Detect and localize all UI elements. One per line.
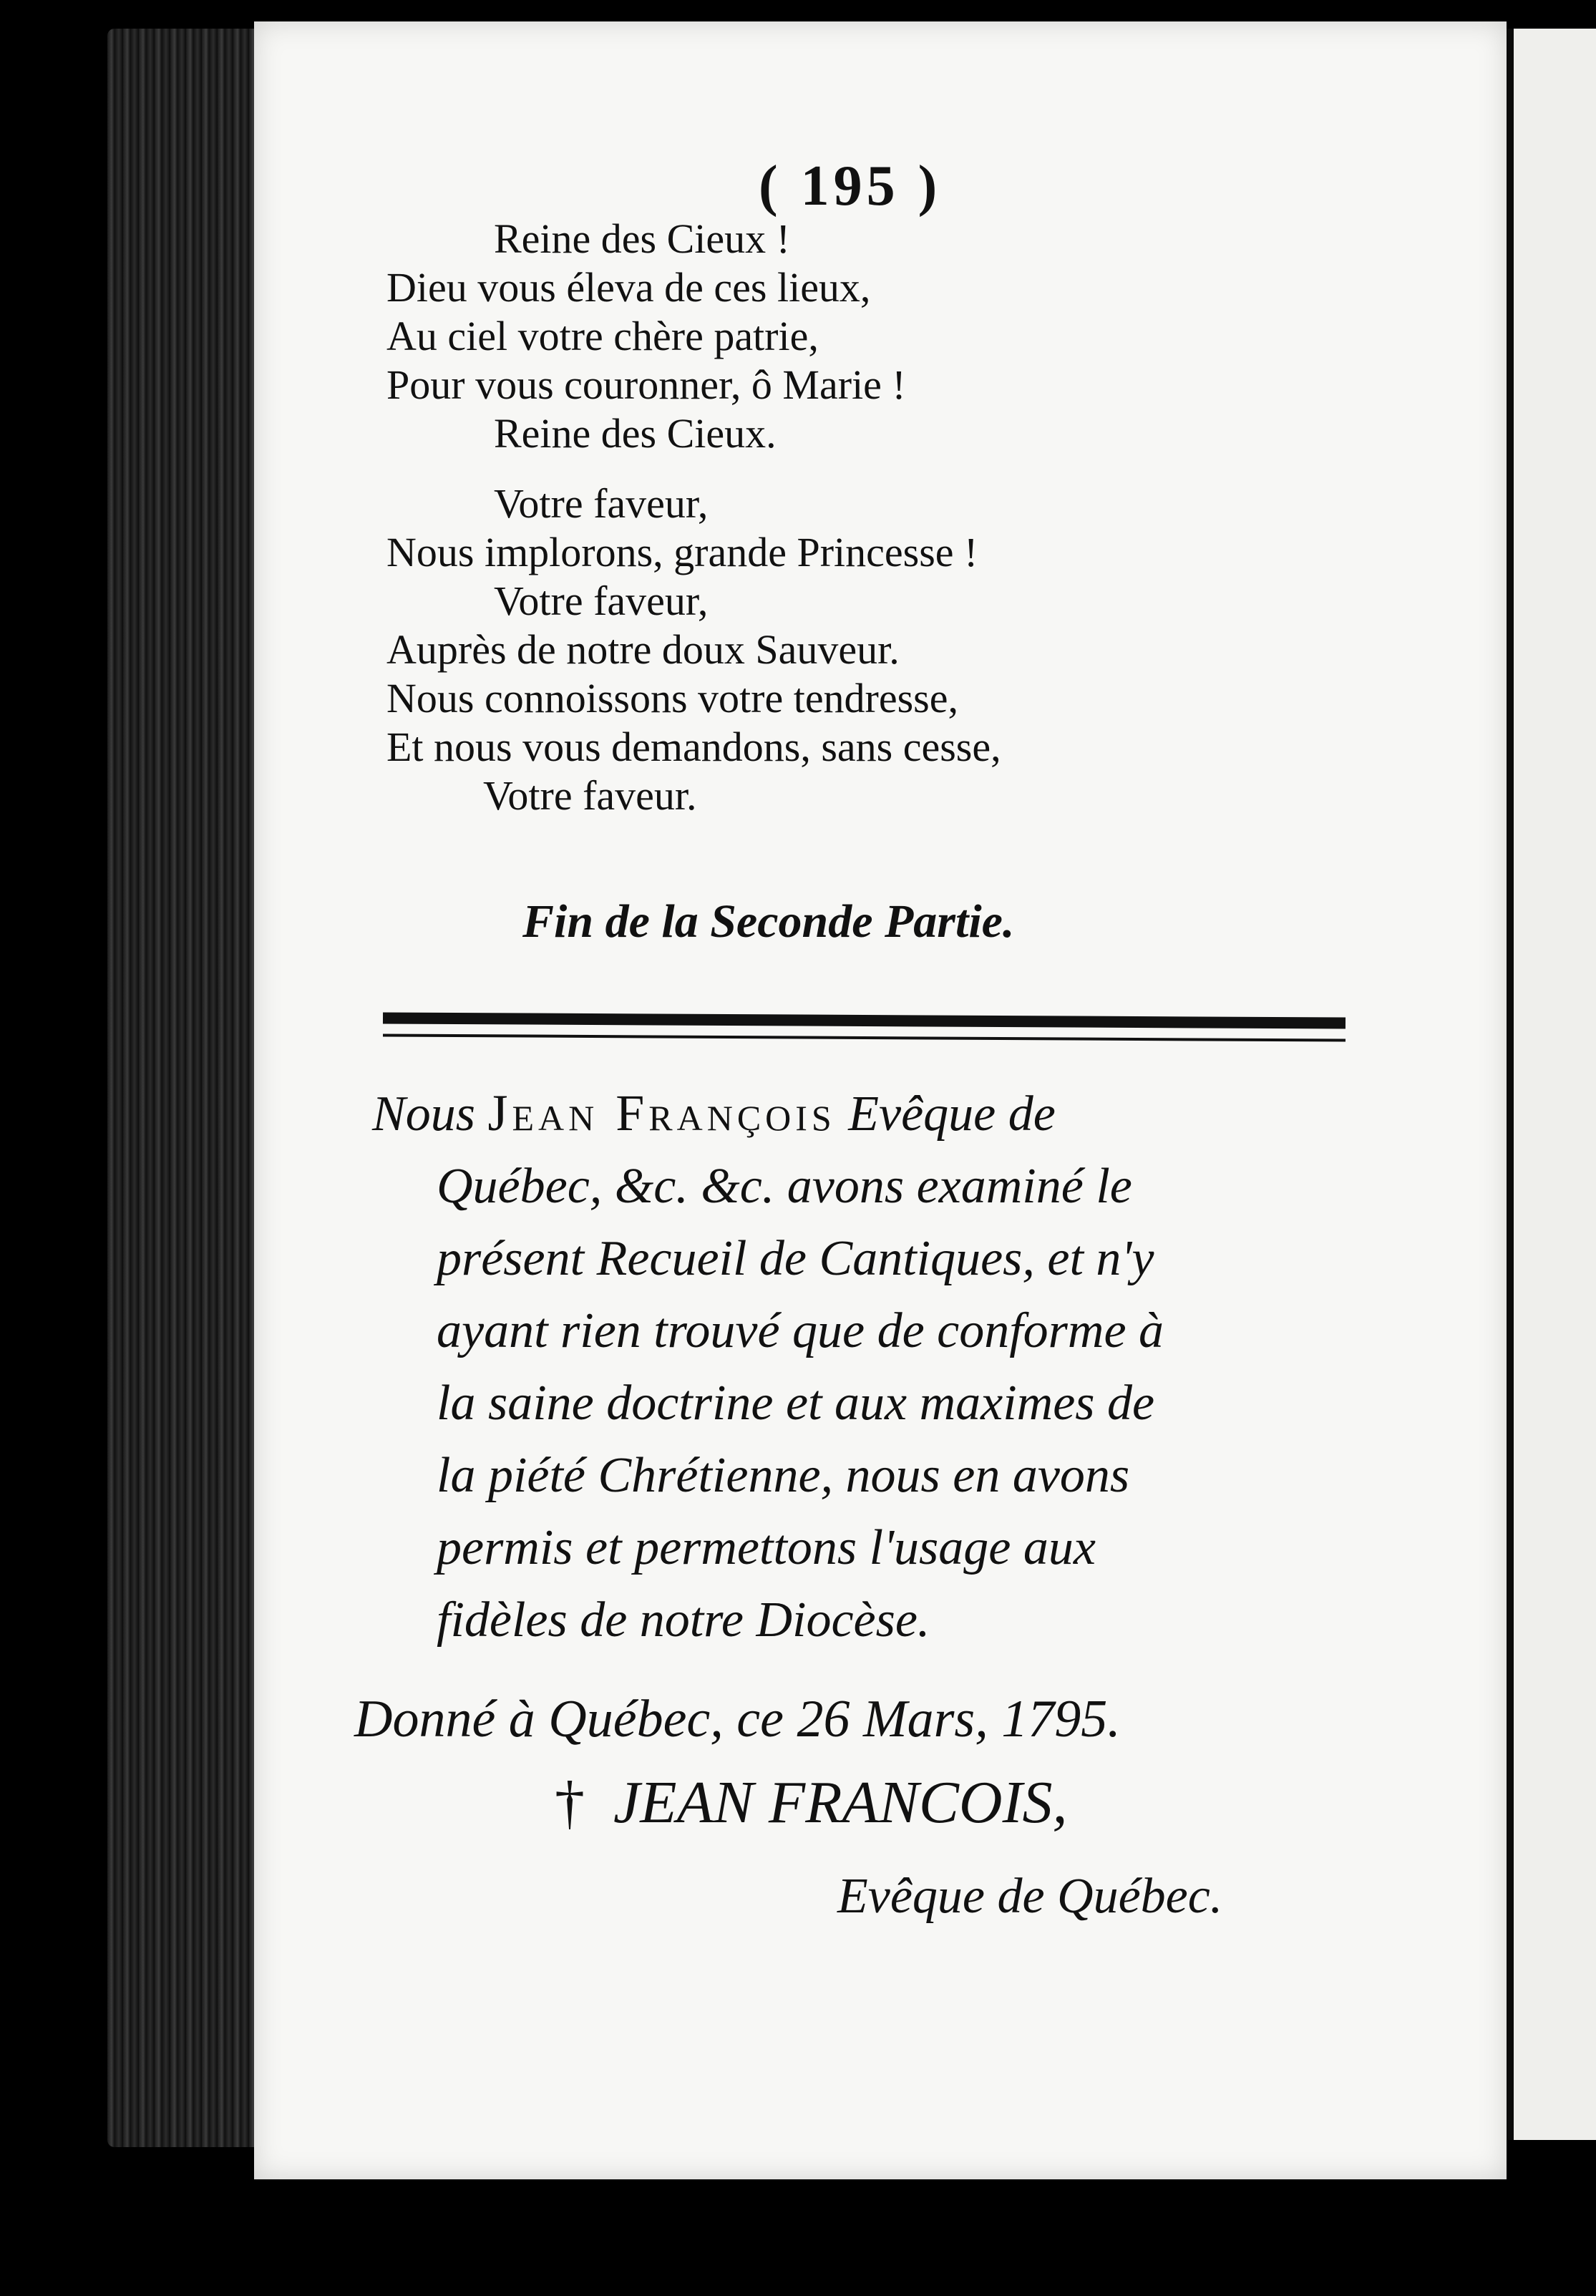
section-closing: Fin de la Seconde Partie.: [522, 895, 1015, 948]
approval-line: Québec, &c. &c. avons examiné le: [437, 1159, 1132, 1214]
signature-title: Evêque de Québec.: [837, 1869, 1223, 1924]
verse-line: Votre faveur,: [494, 480, 709, 527]
hymn-verse: [386, 215, 1245, 820]
signature: [555, 1768, 1068, 1837]
verse-line: Dieu vous éleva de ces lieux,: [386, 264, 871, 311]
approval-first-line: [372, 1077, 1353, 1150]
approval-line: présent Recueil de Cantiques, et n'y: [437, 1231, 1154, 1286]
page-number: ( 195 ): [759, 155, 942, 218]
verse-line: Nous implorons, grande Princesse !: [386, 529, 978, 575]
approval-line: la piété Chrétienne, nous en avons: [437, 1448, 1130, 1503]
cross-icon: †: [555, 1769, 585, 1836]
book-spine: [107, 29, 265, 2147]
approval-opening: Nous: [372, 1086, 475, 1142]
signature-name: JEAN FRANCOIS,: [613, 1769, 1068, 1836]
facing-page-edge: [1507, 29, 1596, 2140]
verse-line: Pour vous couronner, ô Marie !: [386, 361, 906, 408]
verse-line: Reine des Cieux.: [494, 410, 777, 457]
verse-line: Reine des Cieux !: [494, 215, 790, 262]
verse-line: Et nous vous demandons, sans cesse,: [386, 724, 1001, 770]
verse-line: Au ciel votre chère patrie,: [386, 313, 819, 359]
verse-line: Votre faveur.: [483, 772, 697, 819]
verse-line: Votre faveur,: [494, 578, 709, 624]
approval-line: fidèles de notre Diocèse.: [437, 1592, 930, 1648]
date-line: Donné à Québec, ce 26 Mars, 1795.: [354, 1690, 1121, 1748]
verse-line: Auprès de notre doux Sauveur.: [386, 626, 900, 673]
episcopal-approval: [372, 1077, 1353, 1656]
approval-line: ayant rien trouvé que de conforme à: [437, 1303, 1164, 1358]
approval-title: Evêque de: [848, 1086, 1056, 1142]
verse-line: Nous connoissons votre tendresse,: [386, 675, 959, 721]
approval-line: permis et permettons l'usage aux: [437, 1520, 1096, 1575]
bishop-name: Jean François: [487, 1084, 836, 1142]
approval-line: la saine doctrine et aux maximes de: [437, 1376, 1155, 1431]
